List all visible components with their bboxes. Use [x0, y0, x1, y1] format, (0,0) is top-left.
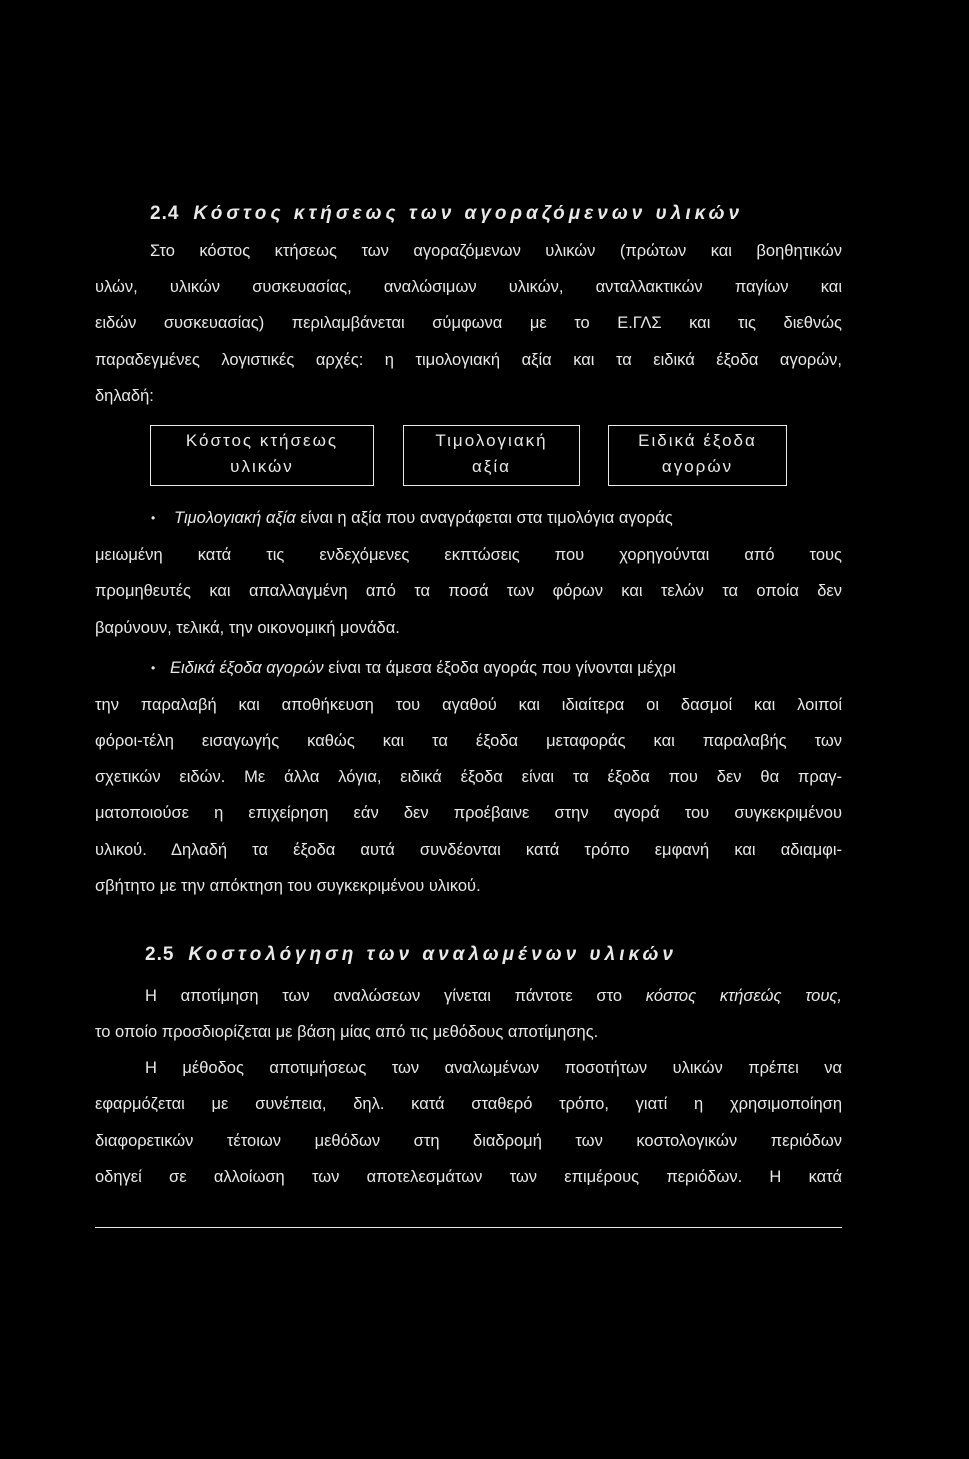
bullet-line: μειωμένη κατά τις ενδεχόμενες εκπτώσεις που χορηγούνται από τους [95, 546, 842, 564]
bullet-first-line [170, 658, 676, 678]
bullet-text: είναι τα άμεσα έξοδα αγοράς που γίνονται μέχρι [323, 659, 676, 677]
paragraph-line: το οποίο προσδιορίζεται με βάση μίας από τις μεθόδους αποτίμησης. [95, 1023, 599, 1041]
paragraph-line [145, 986, 842, 1006]
bullet-line: σβήτητο με την απόκτηση του συγκεκριμένου υλικού. [95, 877, 481, 895]
bullet-line: φόροι-τέλη εισαγωγής καθώς και τα έξοδα μεταφοράς και παραλαβής των [95, 732, 842, 750]
intro-line: Στο κόστος κτήσεως των αγοραζόμενων υλικών (πρώτων και βοηθητικών [150, 242, 842, 260]
bullet-first-line [174, 508, 673, 528]
box-acquisition-cost [150, 425, 374, 486]
box-text: Ειδικά έξοδα [638, 431, 757, 450]
box-text: αγορών [661, 457, 734, 476]
section-number: 2.5 [145, 944, 175, 965]
intro-line: παραδεγμένες λογιστικές αρχές: η τιμολογιακή αξία και τα ειδικά έξοδα αγορών, [95, 351, 842, 369]
bullet-line: ματοποιούσε η επιχείρηση εάν δεν προέβαινε στην αγορά του συγκεκριμένου [95, 804, 842, 822]
paragraph-line: οδηγεί σε αλλοίωση των αποτελεσμάτων των επιμέρους περιόδων. Η κατά [95, 1168, 842, 1186]
section-number: 2.4 [150, 203, 180, 224]
box-text: Κόστος κτήσεως [185, 431, 339, 450]
box-special-purchase-costs [608, 425, 787, 486]
intro-line: υλών, υλικών συσκευασίας, αναλώσιμων υλικών, ανταλλακτικών παγίων και [95, 278, 842, 296]
intro-line: ειδών συσκευασίας) περιλαμβάνεται σύμφωνα με το Ε.ΓΛΣ και τις διεθνώς [95, 314, 842, 332]
paragraph-line: διαφορετικών τέτοιων μεθόδων στη διαδρομή των κοστολογικών περιόδων [95, 1132, 842, 1150]
box-text: Τιμολογιακή [435, 431, 548, 450]
paragraph-emphasis: κόστος κτήσεώς τους, [645, 987, 842, 1005]
section-heading-2-4 [150, 203, 743, 225]
section-title: Κοστολόγηση των αναλωμένων υλικών [188, 944, 677, 965]
bullet-icon: • [151, 661, 156, 675]
bullet-term: Ειδικά έξοδα αγορών [170, 659, 324, 677]
bullet-line: την παραλαβή και αποθήκευση του αγαθού και ιδιαίτερα οι δασμοί και λοιποί [95, 696, 842, 714]
box-invoice-value [403, 425, 580, 486]
paragraph-line: εφαρμόζεται με συνέπεια, δηλ. κατά σταθερό τρόπο, γιατί η χρησιμοποίηση [95, 1095, 842, 1113]
bullet-line: σχετικών ειδών. Με άλλα λόγια, ειδικά έξοδα είναι τα έξοδα που δεν θα πραγ- [95, 768, 842, 786]
bullet-term: Τιμολογιακή αξία [174, 509, 296, 527]
paragraph-line: Η μέθοδος αποτιμήσεως των αναλωμένων ποσοτήτων υλικών πρέπει να [145, 1059, 842, 1077]
paragraph-text: Η αποτίμηση των αναλώσεων γίνεται πάντοτε στο [145, 987, 646, 1005]
section-title: Κόστος κτήσεως των αγοραζόμενων υλικών [193, 203, 744, 224]
bullet-icon: • [151, 511, 156, 525]
box-text: υλικών [230, 457, 294, 476]
bullet-line: βαρύνουν, τελικά, την οικονομική μονάδα. [95, 619, 400, 637]
intro-line: δηλαδή: [95, 387, 154, 405]
section-heading-2-5 [145, 944, 677, 966]
footnote-divider [95, 1227, 842, 1228]
bullet-text: είναι η αξία που αναγράφεται στα τιμολόγια αγοράς [295, 509, 673, 527]
box-text: αξία [471, 457, 512, 476]
bullet-line: προμηθευτές και απαλλαγμένη από τα ποσά των φόρων και τελών τα οποία δεν [95, 582, 842, 600]
bullet-line: υλικού. Δηλαδή τα έξοδα αυτά συνδέονται κατά τρόπο εμφανή και αδιαμφι- [95, 841, 842, 859]
